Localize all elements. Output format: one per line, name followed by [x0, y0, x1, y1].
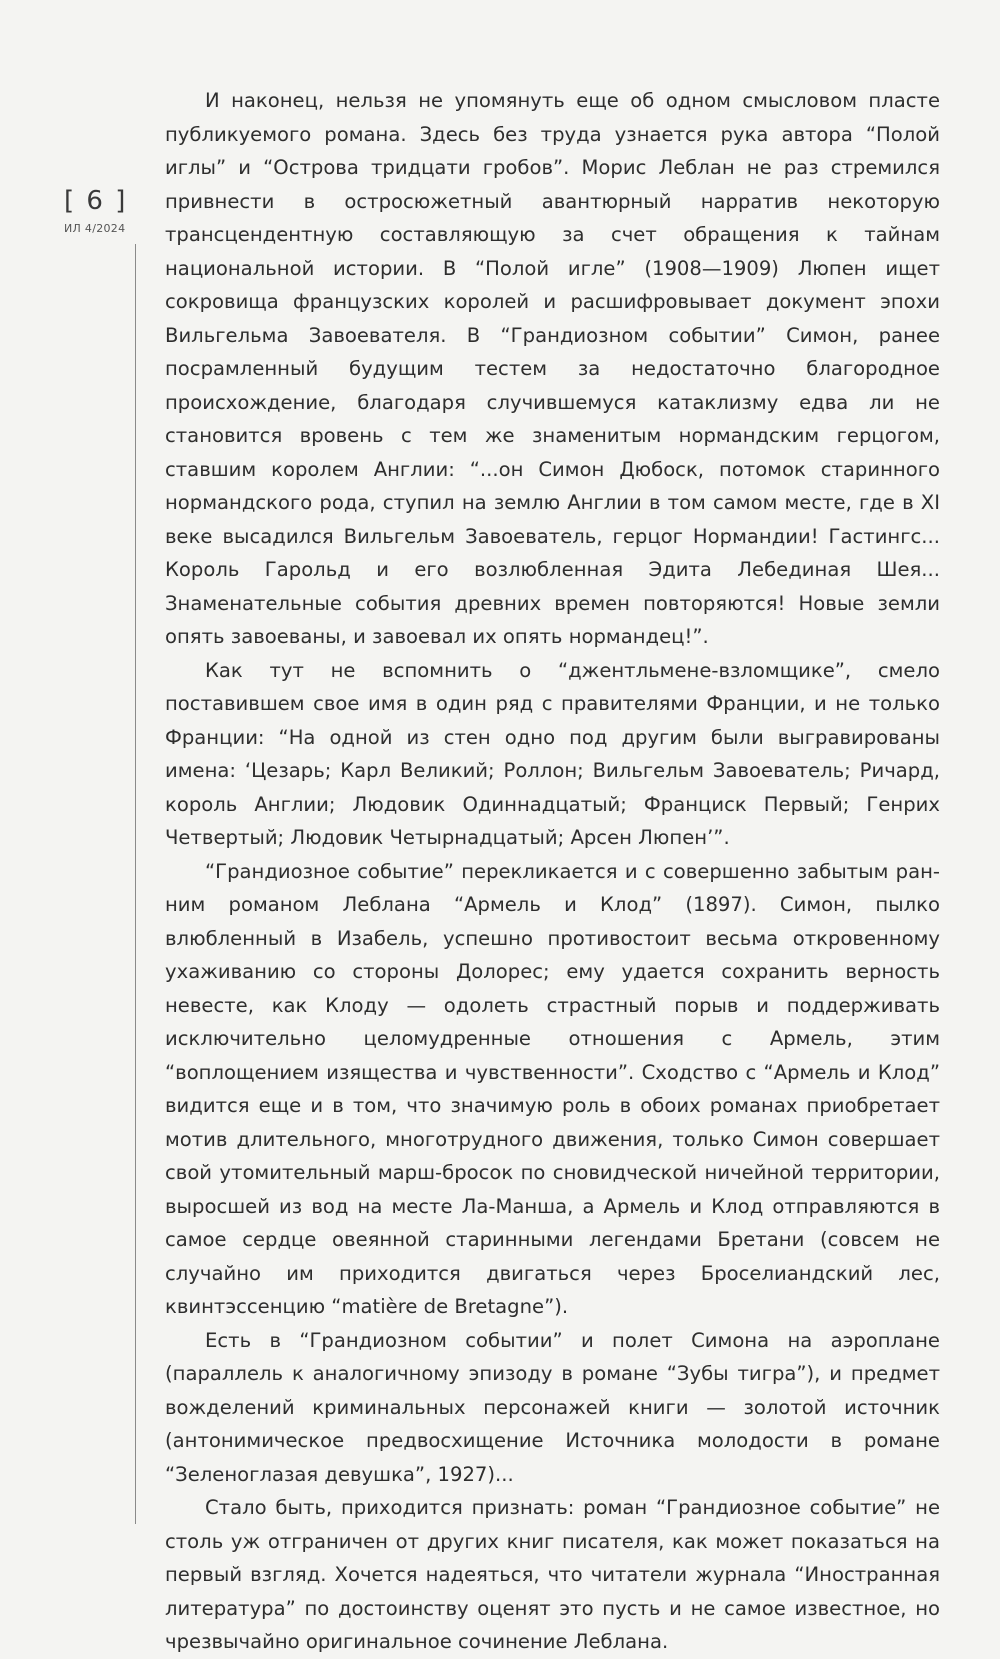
paragraph: Как тут не вспомнить о “джентльмене-взломщике”, смело поставившем свое имя в один ряд с правителями Франции, и не только Франции: “На одной из стен одно под другим были выгравированы имена: ‘Цезарь; Карл Великий; Роллон; Вильгельм Завоеватель; Ричард, король Англии; Людовик Одиннадцатый; Франциск Первый; Генрих Четвертый; Людовик Четырнадцатый; Арсен Люпен’”.: [165, 658, 940, 849]
paragraph: Стало быть, приходится признать: роман “Грандиозное событие” не столь уж отграничен от других книг писателя, как может показаться на первый взгляд. Хочется надеяться, что читатели журнала “Иностранная литература” по достоинству оценят это пусть и не самое известное, но чрезвычайно оригинальное сочинение Леблана.: [165, 1496, 940, 1653]
journal-issue: ИЛ 4/2024: [64, 222, 126, 235]
margin-rule: [135, 244, 136, 1524]
paragraph: “Грандиозное событие” перекликается и с совершенно забытым ранним романом Леблана “Армель и Клод” (1897). Симон, пылко влюбленный в Изабель, успешно противостоит весьма откровенному ухаживанию со стороны Долорес; ему удается сохранить верность невесте, как Клоду — одолеть страстный порыв и поддерживать исключительно целомудренные отношения с Армель, этим “воплощением изящества и чувственности”. Сходство с “Армель и Клод” видится еще и в том, что значимую роль в обоих романах приобретает мотив длительного, многотрудного движения, только Симон совершает свой утомительный марш-бросок по сновидческой ничейной территории, выросшей из вод на месте Ла-Манша, а Армель и Клод отправляются в самое сердце овеянной старинными легендами Бретани (совсем не случайно им приходится двигаться через Броселиандский лес, квинтэссенцию “matière de Bretagne”).: [165, 859, 940, 1318]
page-number: [ 6 ]: [64, 186, 128, 216]
article-body: [165, 84, 940, 1659]
paragraph: И наконец, нельзя не упомянуть еще об одном смысловом пласте публикуемого романа. Здесь без труда узнается рука автора “Полой иглы” и “Острова тридцати гробов”. Морис Леблан не раз стремился привнести в остросюжетный авантюрный нарратив некоторую трансцендентную составляющую за счет обращения к тайнам национальной истории. В “Полой игле” (1908—1909) Люпен ищет сокровища французских королей и расшифровывает документ эпохи Вильгельма Завоевателя. В “Грандиозном событии” Симон, ранее посрамленный будущим тестем за недостаточно благородное происхождение, благодаря случившемуся катаклизму едва ли не становится вровень с тем же знаменитым нормандским герцогом, ставшим королем Англии: “...он Симон Дюбоск, потомок старинного нормандского рода, ступил на землю Англии в том самом месте, где в XI веке высадился Вильгельм Завоеватель, герцог Нормандии! Гастингс... Король Гарольд и его возлюбленная Эдита Лебединая Шея... Знаменательные события древних времен повторяются! Новые земли опять завоеваны, и завоевал их опять нормандец!”.: [165, 89, 940, 648]
paragraph: Есть в “Грандиозном событии” и полет Симона на аэроплане (параллель к аналогичному эпизоду в романе “Зубы тигра”), и предмет вожделений криминальных персонажей книги — золотой источник (антонимическое предвосхищение Источника молодости в романе “Зеленоглазая девушка”, 1927)...: [165, 1328, 940, 1486]
page-margin: [64, 186, 144, 235]
